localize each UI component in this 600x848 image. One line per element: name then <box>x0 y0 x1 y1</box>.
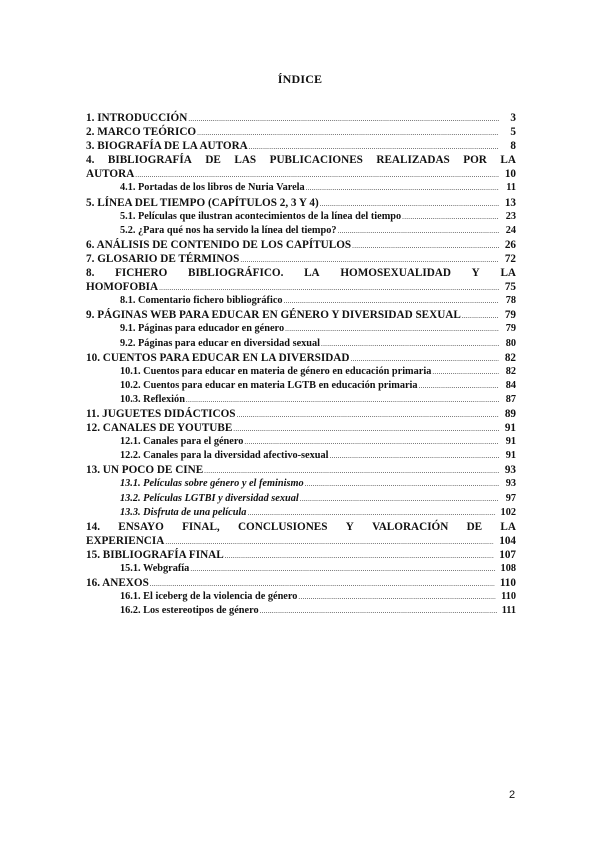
toc-entry[interactable] <box>86 463 516 477</box>
toc-entry-text: 15. BIBLIOGRAFÍA FINAL <box>86 548 224 561</box>
toc-entry-text: 7. GLOSARIO DE TÉRMINOS <box>86 252 240 265</box>
toc-word: LA <box>304 267 320 280</box>
toc-entry[interactable] <box>86 351 516 365</box>
dot-leader <box>402 210 499 224</box>
toc-subentry[interactable] <box>86 210 516 224</box>
toc-entry-page: 89 <box>504 407 516 420</box>
dot-leader <box>165 535 494 549</box>
toc-entry[interactable] <box>86 252 516 266</box>
toc-entry-page: 11 <box>506 182 516 194</box>
toc-entry-text: 4.1. Portadas de los libros de Nuria Varela <box>120 182 305 194</box>
toc-entry-text: EXPERIENCIA <box>86 534 165 547</box>
toc-subentry[interactable] <box>86 379 516 393</box>
dot-leader <box>462 309 499 323</box>
toc-entry[interactable] <box>86 548 516 562</box>
dot-leader <box>197 126 499 140</box>
toc-entry-text: 15.1. Webgrafía <box>120 563 190 574</box>
toc-entry-text: 5. LÍNEA DEL TIEMPO (CAPÍTULOS 2, 3 Y 4) <box>86 196 319 209</box>
toc-subentry[interactable] <box>86 477 516 491</box>
dot-leader <box>260 604 497 618</box>
toc-entry-text: 13.1. Películas sobre género y el feminismo <box>120 478 304 490</box>
toc-word: LA <box>500 154 516 167</box>
toc-subentry[interactable] <box>86 590 516 604</box>
toc-entry-page: 110 <box>501 591 516 603</box>
toc-subentry[interactable] <box>86 181 516 195</box>
toc-word: FICHERO <box>115 267 168 280</box>
dot-leader <box>159 281 499 295</box>
toc-word: DE <box>466 520 483 533</box>
toc-entry-page: 107 <box>499 548 516 561</box>
toc-subentry[interactable] <box>86 604 516 618</box>
toc-word: LAS <box>234 154 257 167</box>
toc-word: LA <box>500 267 516 280</box>
toc-entry-page: 97 <box>505 492 516 504</box>
dot-leader <box>233 422 499 436</box>
dot-leader <box>320 197 499 211</box>
dot-leader <box>150 577 495 591</box>
toc-entry[interactable] <box>86 407 516 421</box>
dot-leader <box>305 477 499 491</box>
toc-entry[interactable] <box>86 238 516 252</box>
page-title: ÍNDICE <box>277 72 323 86</box>
toc-word: POR <box>463 154 487 167</box>
toc-word: VALORACIÓN <box>372 520 449 533</box>
dot-leader <box>284 294 499 308</box>
toc-word: BIBLIOGRAFÍA <box>107 154 192 167</box>
dot-leader <box>298 590 496 604</box>
toc-subentry[interactable] <box>86 365 516 379</box>
toc-word: 14. <box>86 520 100 533</box>
toc-entry-text: 12. CANALES DE YOUTUBE <box>86 422 233 435</box>
toc-entry-text: 9. PÁGINAS WEB PARA EDUCAR EN GÉNERO Y DIVERSIDAD SEXUAL <box>86 309 461 322</box>
toc-entry-text: 13.3. Disfruta de una película <box>120 506 247 518</box>
toc-entry-text: 16.2. Los estereotipos de género <box>120 605 259 617</box>
toc-entry-wrapped-line[interactable] <box>86 266 516 280</box>
toc-word: FINAL, <box>182 520 220 533</box>
page-number: 2 <box>509 789 516 801</box>
toc-entry-text: 11. JUGUETES DIDÁCTICOS <box>86 407 236 420</box>
toc-entry-text: 16. ANEXOS <box>86 577 149 590</box>
toc-word: ENSAYO <box>118 520 164 533</box>
toc-entry-text: 10.3. Reflexión <box>120 393 185 405</box>
toc-entry-text: 2. MARCO TEÓRICO <box>86 126 197 139</box>
dot-leader <box>352 239 499 253</box>
toc-entry[interactable] <box>86 125 516 139</box>
toc-subentry[interactable] <box>86 492 516 506</box>
dot-leader <box>186 393 499 407</box>
toc-entry-page: 80 <box>505 337 516 349</box>
toc-entry-page: 93 <box>504 464 516 477</box>
toc-entry-text: 12.2. Canales para la diversidad afectivo-sexual <box>120 450 329 462</box>
toc-entry-page: 87 <box>505 393 516 405</box>
toc-word: 8. <box>86 267 95 280</box>
toc-entry-page: 84 <box>505 379 516 391</box>
toc-entry-text: HOMOFOBIA <box>86 281 159 294</box>
toc-entry-page: 23 <box>505 210 516 222</box>
toc-entry-page: 111 <box>501 605 516 617</box>
toc-subentry[interactable] <box>86 562 516 576</box>
dot-leader <box>419 379 499 393</box>
toc-subentry[interactable] <box>86 294 516 308</box>
dot-leader <box>350 352 499 366</box>
toc-entry-page: 78 <box>505 295 516 307</box>
toc-entry-page: 26 <box>504 238 516 251</box>
toc-entry-text: 13.2. Películas LGTBI y diversidad sexual <box>120 492 299 504</box>
toc-entry-page: 108 <box>500 563 516 574</box>
dot-leader <box>204 464 499 478</box>
toc-entry-page: 91 <box>505 436 516 448</box>
toc-entry-text: 3. BIOGRAFÍA DE LA AUTORA <box>86 140 248 153</box>
toc-entry-page: 79 <box>504 309 516 322</box>
toc-entry-page: 82 <box>505 365 516 377</box>
toc-word: Y <box>471 267 480 280</box>
toc-entry-wrapped-line[interactable] <box>86 153 516 167</box>
toc-word: REALIZADAS <box>376 154 450 167</box>
toc-subentry[interactable] <box>86 393 516 407</box>
toc-entry-page: 102 <box>500 506 516 518</box>
toc-entry[interactable] <box>86 534 516 548</box>
toc-word: PUBLICACIONES <box>269 154 363 167</box>
toc-word: 4. <box>86 154 95 167</box>
toc-entry-page: 82 <box>504 351 516 364</box>
toc-entry[interactable] <box>86 308 516 322</box>
toc-entry-page: 75 <box>504 281 516 294</box>
toc-subentry[interactable] <box>86 506 516 520</box>
dot-leader <box>135 168 499 182</box>
toc-word: CONCLUSIONES <box>237 520 328 533</box>
dot-leader <box>330 449 499 463</box>
dot-leader <box>306 181 499 195</box>
dot-leader <box>244 435 499 449</box>
toc-word: HOMOSEXUALIDAD <box>340 267 451 280</box>
toc-entry-page: 110 <box>499 577 516 590</box>
dot-leader <box>190 562 495 576</box>
toc-entry-page: 91 <box>505 450 516 462</box>
toc-entry-page: 104 <box>499 534 516 547</box>
toc-entry[interactable] <box>86 196 516 210</box>
toc-entry-page: 5 <box>510 126 516 139</box>
toc-entry-page: 72 <box>504 252 516 265</box>
toc-entry-page: 13 <box>504 196 516 209</box>
toc-word: BIBLIOGRÁFICO. <box>187 267 284 280</box>
toc-word: Y <box>345 520 354 533</box>
toc-entry-text: 10.1. Cuentos para educar en materia de género en educación primaria <box>120 365 432 377</box>
toc-subentry[interactable] <box>86 322 516 336</box>
toc-entry-text: 8.1. Comentario fichero bibliográfico <box>120 295 283 307</box>
toc-entry-page: 3 <box>510 112 516 124</box>
toc-entry-text: 10. CUENTOS PARA EDUCAR EN LA DIVERSIDAD <box>86 351 350 364</box>
toc-entry-text: 9.1. Páginas para educador en género <box>120 323 285 335</box>
dot-leader <box>285 322 499 336</box>
dot-leader <box>249 140 499 154</box>
dot-leader <box>240 253 499 267</box>
toc-entry-text: AUTORA <box>86 168 135 181</box>
toc-entry[interactable] <box>86 139 516 153</box>
toc-entry-text: 16.1. El iceberg de la violencia de género <box>120 591 298 603</box>
toc-word: DE <box>205 154 221 167</box>
toc-entry-text: 1. INTRODUCCIÓN <box>86 112 188 124</box>
toc-entry-page: 10 <box>504 168 516 181</box>
dot-leader <box>432 365 499 379</box>
toc-entry[interactable] <box>86 576 516 590</box>
toc-entry-page: 8 <box>510 140 516 153</box>
toc-entry-page: 79 <box>505 323 516 335</box>
dot-leader <box>321 337 499 351</box>
toc-entry-text: 12.1. Canales para el género <box>120 436 244 448</box>
toc-entry[interactable] <box>86 111 516 125</box>
dot-leader <box>338 224 499 238</box>
toc-entry-text: 10.2. Cuentos para educar en materia LGTB en educación primaria <box>120 379 418 391</box>
dot-leader <box>188 112 499 126</box>
toc-subentry[interactable] <box>86 435 516 449</box>
toc-entry-text: 13. UN POCO DE CINE <box>86 464 204 477</box>
dot-leader <box>247 506 495 520</box>
toc-entry-page: 91 <box>504 422 516 435</box>
toc-entry-wrapped-line[interactable] <box>86 520 516 534</box>
dot-leader <box>300 492 499 506</box>
toc-entry-text: 5.2. ¿Para qué nos ha servido la línea del tiempo? <box>120 224 337 236</box>
table-of-contents <box>86 111 516 618</box>
toc-subentry[interactable] <box>86 449 516 463</box>
toc-entry[interactable] <box>86 280 516 294</box>
toc-subentry[interactable] <box>86 224 516 238</box>
toc-entry-text: 6. ANÁLISIS DE CONTENIDO DE LOS CAPÍTULOS <box>86 238 352 251</box>
toc-word: LA <box>500 520 516 533</box>
toc-entry-page: 24 <box>505 224 516 236</box>
dot-leader <box>237 408 499 422</box>
toc-entry-text: 5.1. Películas que ilustran acontecimientos de la línea del tiempo <box>120 210 402 222</box>
toc-entry-text: 9.2. Páginas para educar en diversidad sexual <box>120 337 321 349</box>
toc-entry-page: 93 <box>505 478 516 490</box>
toc-entry[interactable] <box>86 421 516 435</box>
toc-subentry[interactable] <box>86 337 516 351</box>
dot-leader <box>225 549 495 563</box>
toc-entry[interactable] <box>86 167 516 181</box>
